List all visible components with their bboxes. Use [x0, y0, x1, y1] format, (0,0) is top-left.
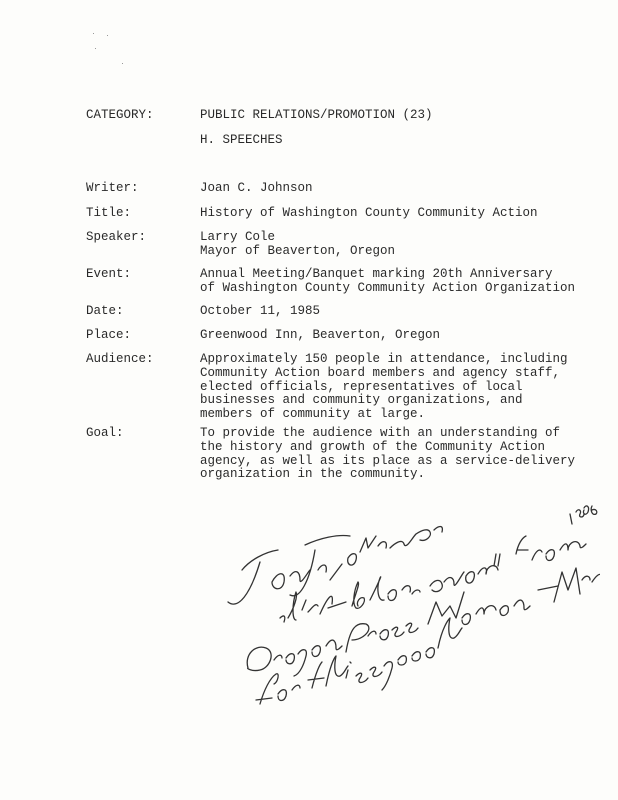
- field-value: To provide the audience with an understanding of the history and growth of the Community Action agency, as well as its place as a service-delivery organization in the community.: [200, 426, 576, 482]
- field-label: Event:: [86, 267, 132, 281]
- category-subsection: H. SPEECHES: [200, 133, 283, 147]
- category-label: CATEGORY:: [86, 108, 154, 122]
- category-value: PUBLIC RELATIONS/PROMOTION (23): [200, 108, 433, 122]
- field-label: Goal:: [86, 426, 124, 440]
- field-label: Speaker:: [86, 230, 147, 244]
- field-value: Joan C. Johnson: [200, 181, 313, 195]
- field-label: Date:: [86, 304, 124, 318]
- field-label: Audience:: [86, 352, 154, 366]
- field-value: Greenwood Inn, Beaverton, Oregon: [200, 328, 441, 342]
- field-label: Title:: [86, 206, 132, 220]
- field-value: Approximately 150 people in attendance, including Community Action board members and agency staff, elected officials, representatives of local businesses and community organizations, and members of community at large.: [200, 352, 568, 422]
- field-value: Larry Cole Mayor of Beaverton, Oregon: [200, 230, 396, 258]
- field-label: Writer:: [86, 181, 139, 195]
- handwriting-signature-icon: [220, 490, 600, 740]
- field-value: Annual Meeting/Banquet marking 20th Anniversary of Washington County Community Action Organization: [200, 267, 576, 295]
- handwritten-note: [220, 490, 600, 740]
- field-value: History of Washington County Community Action: [200, 206, 538, 220]
- field-label: Place:: [86, 328, 132, 342]
- field-value: October 11, 1985: [200, 304, 321, 318]
